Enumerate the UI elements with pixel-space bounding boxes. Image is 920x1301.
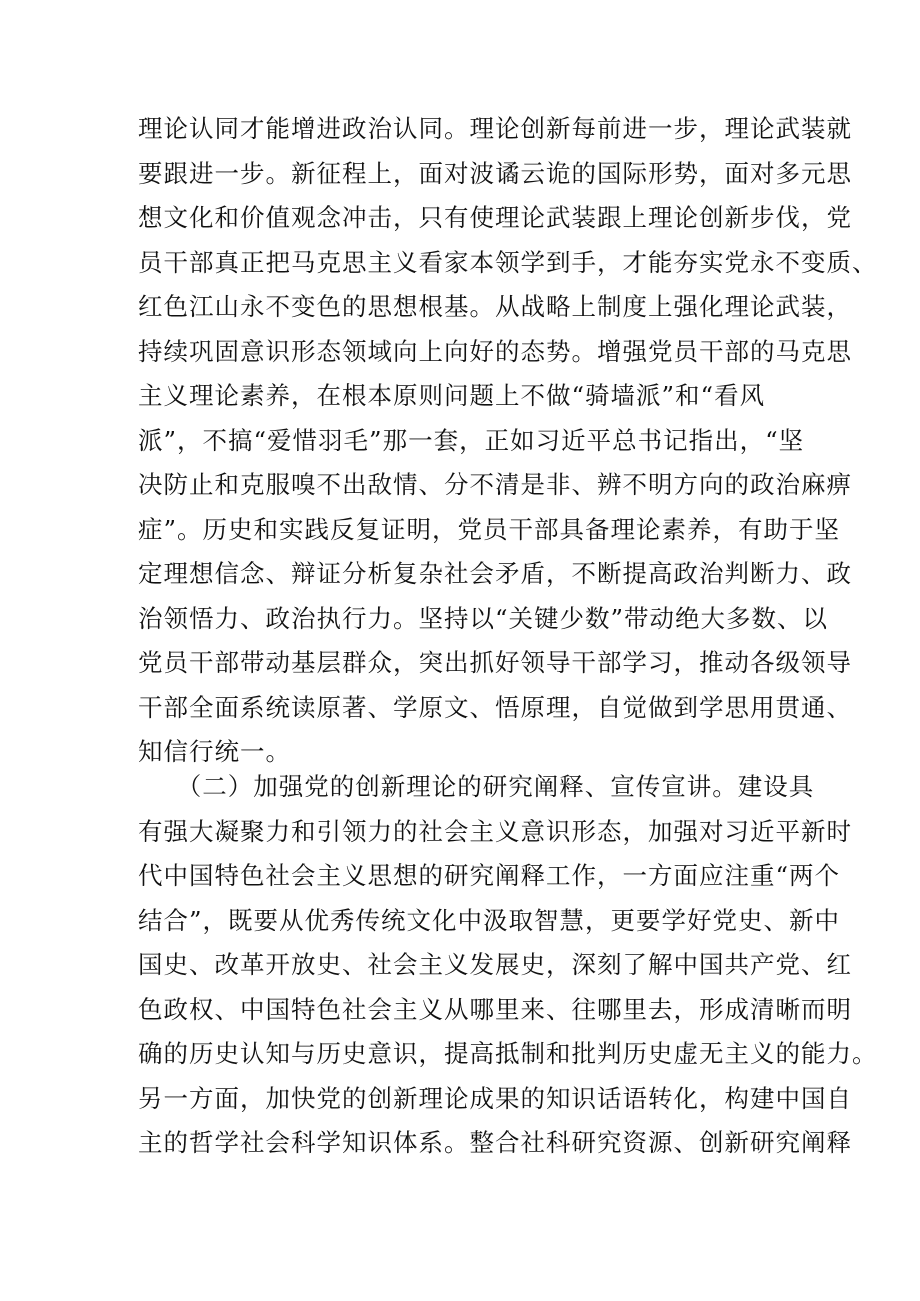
- paragraph-2-line: 有强大凝聚力和引领力的社会主义意识形态，加强对习近平新时: [138, 816, 852, 846]
- paragraph-2-line: 色政权、中国特色社会主义从哪里来、往哪里去，形成清晰而明: [138, 994, 852, 1024]
- paragraph-1-line: 党员干部带动基层群众，突出抓好领导干部学习，推动各级领导: [138, 648, 852, 677]
- paragraph-1-line: 主义理论素养，在根本原则问题上不做“骑墙派”和“看风: [138, 381, 766, 410]
- paragraph-1-line: 干部全面系统读原著、学原文、悟原理，自觉做到学思用贯通、: [138, 692, 852, 722]
- paragraph-1-line: 症”。历史和实践反复证明，党员干部具备理论素养，有助于坚: [138, 514, 841, 544]
- paragraph-1-line: 理论认同才能增进政治认同。理论创新每前进一步，理论武装就: [138, 114, 852, 143]
- paragraph-1-line: 决防止和克服嗅不出敌情、分不清是非、辨不明方向的政治麻痹: [138, 470, 852, 499]
- paragraph-2-line: 国史、改革开放史、社会主义发展史，深刻了解中国共产党、红: [138, 950, 852, 979]
- paragraph-2-line: 另一方面，加快党的创新理论成果的知识话语转化，构建中国自: [138, 1083, 852, 1113]
- paragraph-2: [138, 765, 878, 1166]
- paragraph-2-line: 结合”，既要从优秀传统文化中汲取智慧，更要学好党史、新中: [138, 905, 841, 935]
- paragraph-1-line: 派”，不搞“爱惜羽毛”那一套，正如习近平总书记指出，“坚: [138, 425, 805, 455]
- paragraph-1-line: 治领悟力、政治执行力。坚持以“关键少数”带动绝大多数、以: [138, 603, 829, 633]
- paragraph-2-line: （二）加强党的创新理论的研究阐释、宣传宣讲。建设具: [138, 772, 815, 801]
- paragraph-2-line: 主的哲学社会科学知识体系。整合社科研究资源、创新研究阐释: [138, 1128, 852, 1157]
- paragraph-1-line: 持续巩固意识形态领域向上向好的态势。增强党员干部的马克思: [138, 336, 852, 366]
- paragraph-1-line: 红色江山永不变色的思想根基。从战略上制度上强化理论武装，: [138, 292, 852, 321]
- paragraph-1-line: 想文化和价值观念冲击，只有使理论武装跟上理论创新步伐，党: [138, 203, 852, 232]
- paragraph-1-line: 要跟进一步。新征程上，面对波谲云诡的国际形势，面对多元思: [138, 158, 852, 188]
- paragraph-1-line: 员干部真正把马克思主义看家本领学到手，才能夯实党永不变质、: [138, 247, 878, 277]
- paragraph-2-line: 确的历史认知与历史意识，提高抵制和批判历史虚无主义的能力。: [138, 1039, 878, 1068]
- paragraph-1-line: 定理想信念、辩证分析复杂社会矛盾，不断提高政治判断力、政: [138, 559, 852, 588]
- paragraph-1: [138, 107, 878, 775]
- paragraph-1-line: 知信行统一。: [138, 737, 291, 766]
- paragraph-2-line: 代中国特色社会主义思想的研究阐释工作，一方面应注重“两个: [138, 861, 841, 890]
